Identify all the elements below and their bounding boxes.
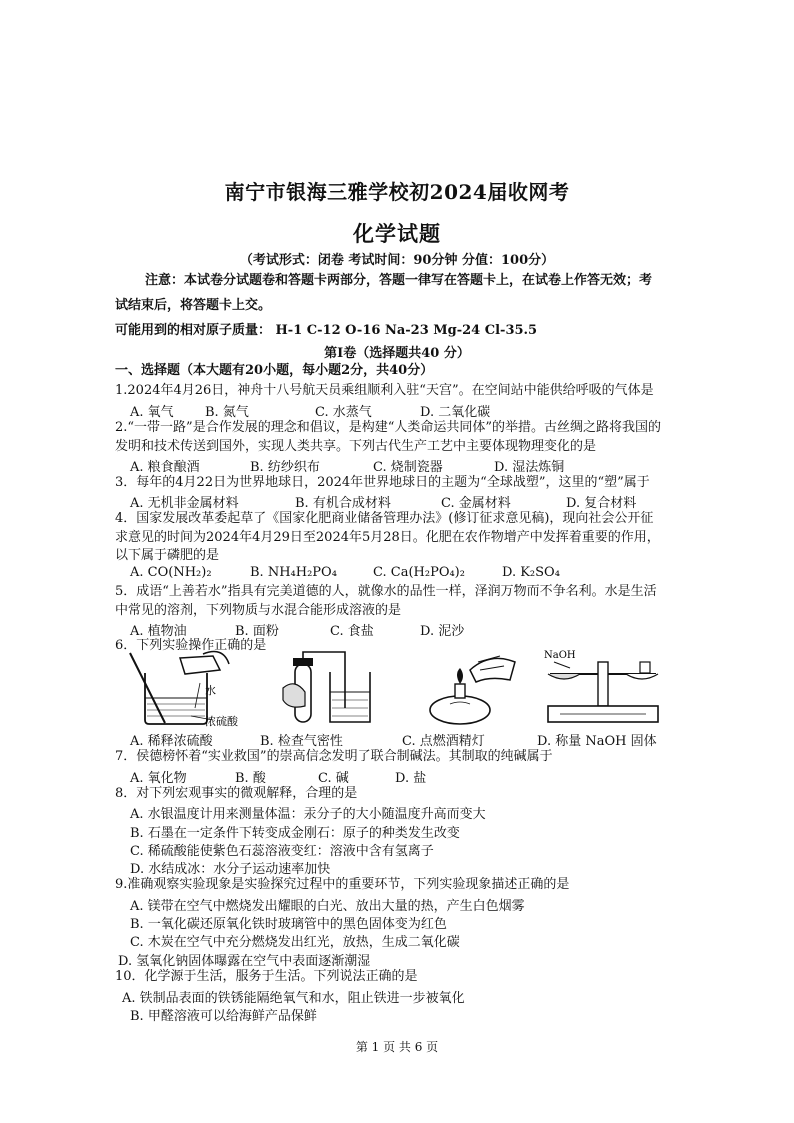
dilute-acid-figure [125,648,245,728]
q8-option-a: A. 水银温度计用来测量体温：汞分子的大小随温度升高而变大 [130,807,486,822]
q3-option-a: A. 无机非金属材料 [130,496,239,511]
balance-figure [540,648,670,728]
q2-option-d: D. 湿法炼铜 [494,460,565,475]
q5-option-b: B. 面粉 [235,624,279,639]
q6-option-c: C. 点燃酒精灯 [402,734,485,749]
exam-info: （考试形式：闭卷 考试时间：90分钟 分值：100分） [239,253,555,268]
q2-option-a: A. 粮食酿酒 [130,460,200,475]
q7-option-b: B. 酸 [235,771,266,786]
q10-stem: 10．化学源于生活，服务于生活。下列说法正确的是 [115,969,418,984]
q9-option-b: B. 一氧化碳还原氧化铁时玻璃管中的黑色固体变为红色 [130,917,447,932]
q4-option-d: D. K₂SO₄ [502,565,560,580]
q1-option-c: C. 水蒸气 [315,405,372,420]
q4-option-c: C. Ca(H₂PO₄)₂ [373,565,465,580]
q5-stem-2: 中常见的溶剂，下列物质与水混合能形成溶液的是 [115,603,402,618]
q1-stem: 1.2024年4月26日，神舟十八号航天员乘组顺利入驻“天宫”。在空间站中能供给呼吸的气体是 [115,383,654,398]
q9-option-a: A. 镁带在空气中燃烧发出耀眼的白光、放出大量的热，产生白色烟雾 [130,899,525,914]
q6-option-d: D. 称量 NaOH 固体 [537,734,657,749]
q4-stem-2: 求意见的时间为2024年4月29日至2024年5月28日。化肥在农作物增产中发挥着重要的作用， [115,530,660,545]
q7-option-a: A. 氧化物 [130,771,187,786]
q2-stem-1: 2.“一带一路”是合作发展的理念和倡议，是构建“人类命运共同体”的举措。古丝绸之路将我国的 [115,420,661,435]
q4-stem-3: 以下属于磷肥的是 [115,548,220,563]
q10-option-b: B. 甲醛溶液可以给海鲜产品保鲜 [130,1009,317,1024]
q8-option-d: D. 水结成冰：水分子运动速率加快 [130,862,331,877]
q6-option-a: A. 稀释浓硫酸 [130,734,213,749]
part1-title: 一、选择题（本大题有20小题，每小题2分，共40分） [115,363,434,378]
q1-option-a: A. 氧气 [130,405,174,420]
q8-stem: 8．对下列宏观事实的微观解释，合理的是 [115,786,358,801]
notice-line-2: 试结束后，将答题卡上交。 [115,298,272,313]
fig-naoh-label: NaOH [544,650,576,661]
q9-option-c: C. 木炭在空气中充分燃烧发出红光，放热，生成二氧化碳 [130,935,460,950]
notice-line-1: 注意：本试卷分试题卷和答题卡两部分，答题一律写在答题卡上，在试卷上作答无效；考 [145,273,653,288]
q5-stem-1: 5．成语“上善若水”指具有完美道德的人，就像水的品性一样，泽润万物而不争名利。水是生活 [115,584,657,599]
atomic-masses: 可能用到的相对原子质量： H-1 C-12 O-16 Na-23 Mg-24 Cl-35.5 [115,323,538,338]
q1-option-b: B. 氮气 [205,405,249,420]
q3-stem: 3．每年的4月22日为世界地球日，2024年世界地球日的主题为“全球战塑”，这里的“塑”属于 [115,475,650,490]
volume-title: 第Ⅰ卷（选择题共40 分） [324,346,470,361]
q9-stem: 9.准确观察实验现象是实验探究过程中的重要环节，下列实验现象描述正确的是 [115,877,570,892]
q8-option-b: B. 石墨在一定条件下转变成金刚石：原子的种类发生改变 [130,826,460,841]
q3-option-c: C. 金属材料 [441,496,511,511]
q10-option-a: A. 铁制品表面的铁锈能隔绝氧气和水，阻止铁进一步被氧化 [122,991,465,1006]
q4-option-b: B. NH₄H₂PO₄ [250,565,337,580]
q2-option-b: B. 纺纱织布 [250,460,320,475]
q4-stem-1: 4．国家发展改革委起草了《国家化肥商业储备管理办法》(修订征求意见稿)，现向社会公开征 [115,511,654,526]
airtight-figure [275,648,385,728]
fig-acid-label: 浓硫酸 [205,715,238,728]
page-footer: 第 1 页 共 6 页 [355,1040,439,1054]
q6-stem: 6．下列实验操作正确的是 [115,638,267,653]
q1-option-d: D. 二氧化碳 [420,405,491,420]
q5-option-d: D. 泥沙 [420,624,465,639]
subject-title: 化学试题 [353,221,441,246]
school-title: 南宁市银海三雅学校初2024届收网考 [224,180,570,204]
q2-stem-2: 发明和技术传送到国外，实现人类共享。下列古代生产工艺中主要体现物理变化的是 [115,439,597,454]
q3-option-d: D. 复合材料 [566,496,637,511]
fig-water-label: 水 [205,684,216,697]
q3-option-b: B. 有机合成材料 [295,496,391,511]
q9-option-d: D. 氢氧化钠固体曝露在空气中表面逐渐潮湿 [118,954,371,969]
q6-option-b: B. 检查气密性 [260,734,343,749]
q2-option-c: C. 烧制瓷器 [373,460,443,475]
q7-option-d: D. 盐 [395,771,427,786]
q8-option-c: C. 稀硫酸能使紫色石蕊溶液变红：溶液中含有氢离子 [130,844,434,859]
q7-option-c: C. 碱 [318,771,349,786]
q6-figures [125,648,685,743]
q5-option-a: A. 植物油 [130,624,187,639]
q7-stem: 7．侯德榜怀着“实业救国”的崇高信念发明了联合制碱法。其制取的纯碱属于 [115,749,553,764]
q5-option-c: C. 食盐 [330,624,374,639]
alcohol-lamp-figure [420,648,530,728]
q4-option-a: A. CO(NH₂)₂ [130,565,212,580]
